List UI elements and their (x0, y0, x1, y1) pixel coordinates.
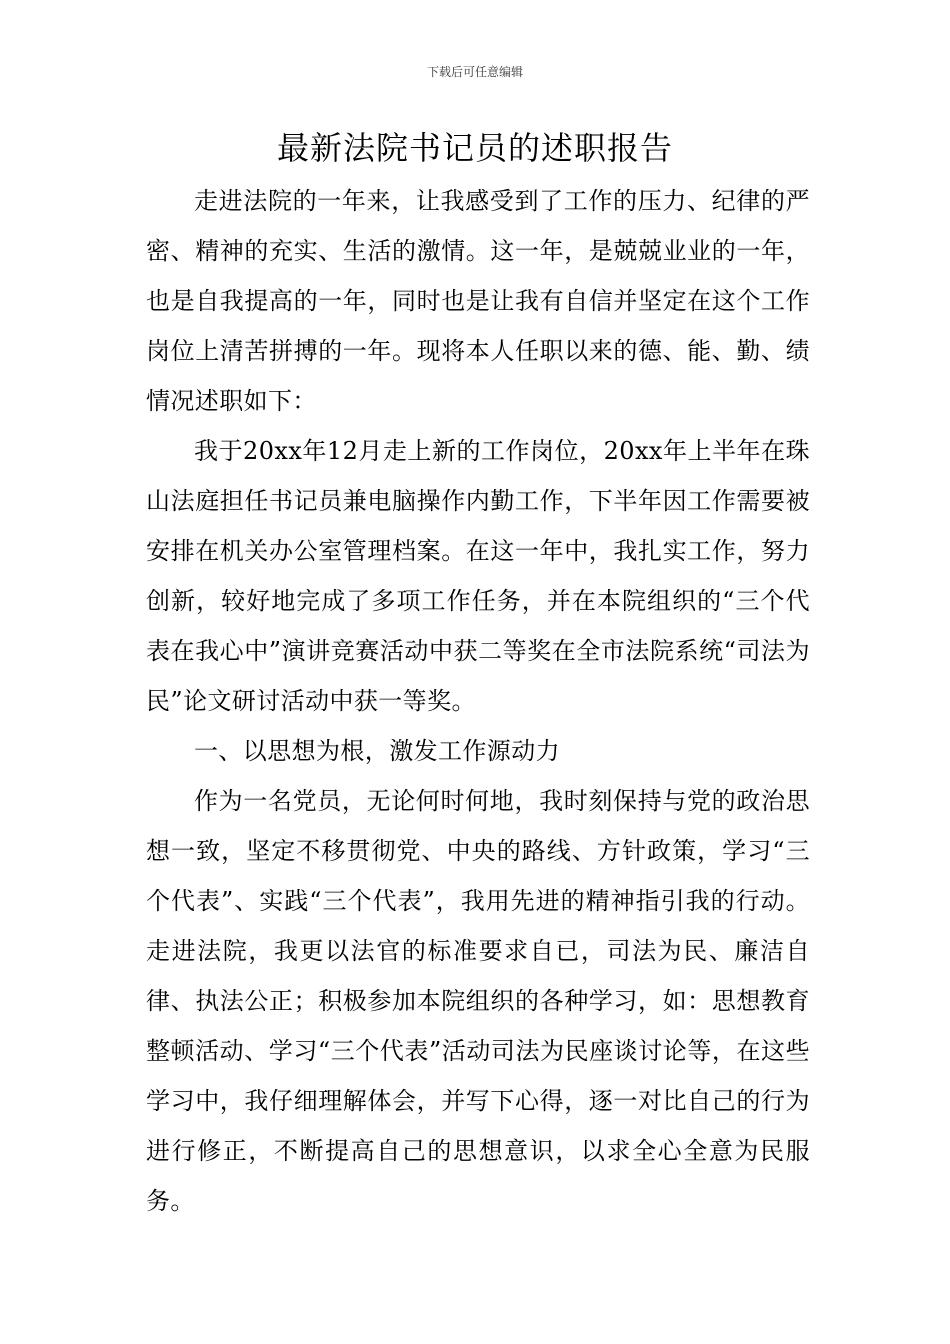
document-title: 最新法院书记员的述职报告 (276, 129, 673, 167)
header-note: 下载后可任意编辑 (426, 65, 523, 79)
paragraph-section-1: 作为一名党员，无论何时何地，我时刻保持与党的政治思想一致，坚定不移贯彻党、中央的路线、方针政策，学习“三个代表”、实践“三个代表”，我用先进的精神指引我的行动。走进法院，我更以法官的标准要求自已，司法为民、廉洁自律、执法公正；积极参加本院组织的各种学习，如：思想教育整顿活动、学习“三个代表”活动司法为民座谈讨论等，在这些学习中，我仔细理解体会，并写下心得，逐一对比自己的行为进行修正，不断提高自己的思想意识，以求全心全意为民服务。 (146, 787, 810, 1215)
section-heading-1: 一、以思想为根，激发工作源动力 (194, 737, 560, 765)
paragraph-background: 我于20xx年12月走上新的工作岗位，20xx年上半年在珠山法庭担任书记员兼电脑操作内勤工作，下半年因工作需要被安排在机关办公室管理档案。在这一年中，我扎实工作，努力创新，较好地完成了多项工作任务，并在本院组织的“三个代表在我心中”演讲竞赛活动中获二等奖在全市法院系统“司法为民”论文研讨活动中获一等奖。 (146, 437, 810, 715)
document-body (146, 176, 810, 1226)
paragraph-intro: 走进法院的一年来，让我感受到了工作的压力、纪律的严密、精神的充实、生活的激情。这一年，是兢兢业业的一年，也是自我提高的一年，同时也是让我有自信并坚定在这个工作岗位上清苦拼搏的一年。现将本人任职以来的德、能、勤、绩情况述职如下： (146, 187, 810, 415)
